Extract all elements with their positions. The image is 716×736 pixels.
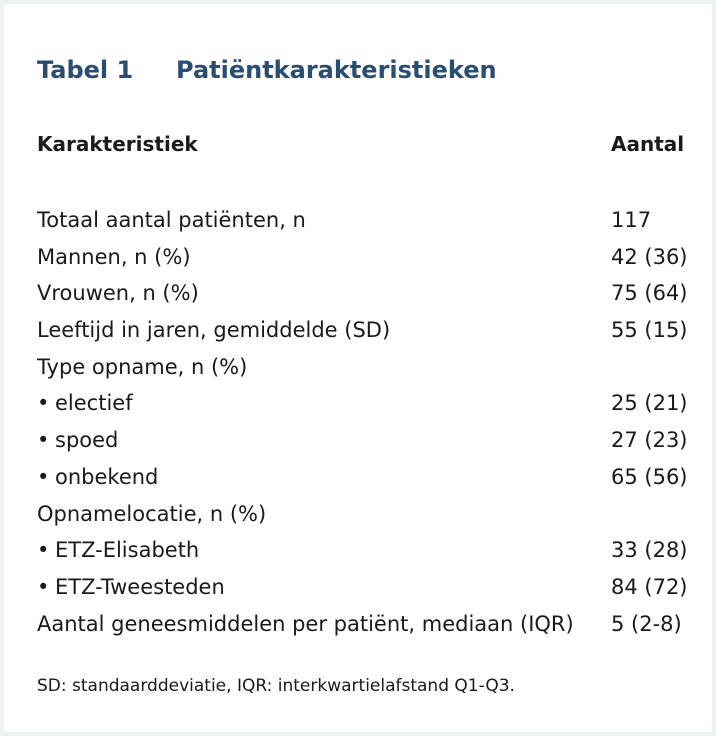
row-value: 55 (15)	[611, 318, 688, 343]
row-label	[37, 388, 133, 418]
header-count: Aantal	[611, 132, 685, 156]
row-label	[37, 352, 247, 382]
row-label	[37, 205, 306, 235]
table-row	[37, 388, 697, 425]
row-label	[37, 572, 225, 602]
row-value: 75 (64)	[611, 281, 688, 306]
row-label-text: Vrouwen, n (%)	[37, 281, 199, 306]
row-label-text: Leeftijd in jaren, gemiddelde (SD)	[37, 318, 391, 343]
table-row	[37, 205, 697, 242]
bullet-icon: •	[37, 391, 50, 416]
row-value: 117	[611, 208, 652, 232]
row-label-text: electief	[55, 391, 133, 416]
table-card	[4, 4, 712, 732]
table-row	[37, 609, 697, 646]
row-label-text: Aantal geneesmiddelen per patiënt, mediaan (IQR)	[37, 611, 574, 636]
row-value: 27 (23)	[611, 428, 688, 453]
row-value: 33 (28)	[611, 538, 688, 563]
table-title: Patiëntkarakteristieken	[176, 56, 497, 84]
table-row	[37, 242, 697, 279]
row-label	[37, 462, 158, 492]
row-label	[37, 499, 266, 529]
row-label-text: onbekend	[55, 464, 159, 489]
row-label	[37, 609, 574, 639]
table-title-row	[37, 56, 497, 84]
row-label	[37, 425, 118, 455]
row-label	[37, 242, 191, 272]
row-value: 84 (72)	[611, 574, 688, 599]
table-row	[37, 462, 697, 499]
table-header	[37, 132, 685, 156]
row-value: 25 (21)	[611, 391, 688, 416]
row-label-text: ETZ-Elisabeth	[55, 538, 200, 563]
bullet-icon: •	[37, 464, 50, 489]
table-body	[37, 205, 697, 645]
row-label-text: Type opname, n (%)	[37, 354, 248, 379]
row-label-text: Mannen, n (%)	[37, 244, 191, 269]
header-characteristic: Karakteristiek	[37, 132, 198, 156]
table-row	[37, 315, 697, 352]
row-value: 5 (2-8)	[611, 611, 682, 636]
row-label-text: Opnamelocatie, n (%)	[37, 501, 267, 526]
row-value: 65 (56)	[611, 464, 688, 489]
row-label	[37, 315, 390, 345]
table-row	[37, 535, 697, 572]
bullet-icon: •	[37, 428, 50, 453]
table-row	[37, 425, 697, 462]
row-value: 42 (36)	[611, 244, 688, 269]
row-label	[37, 278, 199, 308]
bullet-icon: •	[37, 574, 50, 599]
table-row	[37, 352, 697, 389]
table-footnote: SD: standaarddeviatie, IQR: interkwartielafstand Q1-Q3.	[37, 676, 515, 696]
row-label	[37, 535, 199, 565]
bullet-icon: •	[37, 538, 50, 563]
table-row	[37, 572, 697, 609]
row-label-text: ETZ-Tweesteden	[55, 574, 225, 599]
table-row	[37, 499, 697, 536]
table-number: Tabel 1	[37, 56, 134, 84]
row-label-text: spoed	[55, 428, 119, 453]
table-row	[37, 278, 697, 315]
row-label-text: Totaal aantal patiënten, n	[37, 208, 306, 232]
